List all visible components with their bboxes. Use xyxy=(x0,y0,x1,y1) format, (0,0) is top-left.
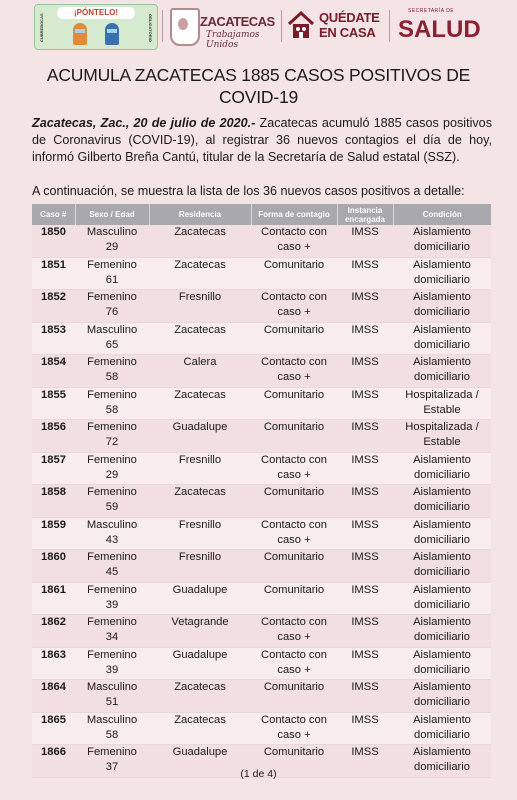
cell-residencia: Zacatecas xyxy=(149,485,251,518)
cell-residencia: Zacatecas xyxy=(149,387,251,420)
cell-edad: 39 xyxy=(105,663,119,676)
cell-residencia: Fresnillo xyxy=(149,517,251,550)
cell-residencia: Zacatecas xyxy=(149,257,251,290)
cell-contagio: Contacto con caso + xyxy=(251,517,337,550)
cell-contagio: Comunitario xyxy=(251,550,337,583)
dateline: Zacatecas, Zac., 20 de julio de 2020.- xyxy=(32,116,256,130)
cell-caso: 1859 xyxy=(32,517,75,550)
cell-condicion: Aislamiento domiciliario xyxy=(393,550,491,583)
cell-edad: 72 xyxy=(105,436,119,448)
cell-sexo: Masculino xyxy=(86,681,138,693)
cell-caso: 1863 xyxy=(32,647,75,680)
cell-sexo-edad xyxy=(75,647,149,680)
page-indicator: (1 de 4) xyxy=(240,768,277,780)
cell-condicion: Hospitalizada / Estable xyxy=(393,387,491,420)
salud-logo-top: SECRETARÍA DE xyxy=(408,8,455,14)
cell-sexo: Masculino xyxy=(86,713,138,726)
quedate-text xyxy=(319,10,380,40)
cell-residencia: Guadalupe xyxy=(149,745,251,778)
cell-residencia: Fresnillo xyxy=(149,290,251,323)
cell-sexo: Femenino xyxy=(87,291,137,303)
cell-edad: 58 xyxy=(105,403,119,416)
cell-caso: 1861 xyxy=(32,582,75,615)
cell-condicion: Aislamiento domiciliario xyxy=(393,355,491,388)
cell-caso: 1852 xyxy=(32,290,75,323)
column-header-caso: Caso # xyxy=(32,204,75,225)
cell-caso: 1864 xyxy=(32,680,75,713)
cell-condicion: Aislamiento domiciliario xyxy=(393,615,491,648)
table-row xyxy=(32,550,491,583)
cell-sexo: Femenino xyxy=(87,648,137,661)
cell-residencia: Guadalupe xyxy=(149,582,251,615)
cell-residencia: Guadalupe xyxy=(149,647,251,680)
cell-condicion: Aislamiento domiciliario xyxy=(393,647,491,680)
pontelo-side-left: CUBREBOCAS xyxy=(39,13,44,43)
cell-edad: 34 xyxy=(105,631,119,643)
cell-condicion: Aislamiento domiciliario xyxy=(393,582,491,615)
cell-caso: 1855 xyxy=(32,387,75,420)
cell-sexo: Femenino xyxy=(87,486,137,498)
cell-sexo-edad xyxy=(75,680,149,713)
cell-contagio: Comunitario xyxy=(251,257,337,290)
cell-contagio: Contacto con caso + xyxy=(251,647,337,680)
cell-caso: 1858 xyxy=(32,485,75,518)
cell-edad: 39 xyxy=(105,598,119,611)
pontelo-side-right: OBLIGATORIO xyxy=(148,14,153,42)
cell-edad: 65 xyxy=(105,338,119,351)
cell-edad: 43 xyxy=(105,533,119,546)
cell-sexo-edad xyxy=(75,355,149,388)
cell-condicion: Aislamiento domiciliario xyxy=(393,517,491,550)
table-row xyxy=(32,387,491,420)
table-row xyxy=(32,485,491,518)
column-header-residencia: Residencia xyxy=(149,204,251,225)
cell-instancia: IMSS xyxy=(337,225,393,257)
cell-contagio: Comunitario xyxy=(251,582,337,615)
column-header-instancia: Instancia encargada xyxy=(337,204,393,225)
cell-sexo: Femenino xyxy=(87,551,137,563)
table-row xyxy=(32,582,491,615)
column-header-contagio: Forma de contagio xyxy=(251,204,337,225)
cell-edad: 58 xyxy=(105,728,119,741)
cell-instancia: IMSS xyxy=(337,355,393,388)
salud-logo-name: SALUD xyxy=(398,16,481,43)
cell-sexo: Femenino xyxy=(87,453,137,466)
cell-sexo-edad xyxy=(75,712,149,745)
cell-contagio: Contacto con caso + xyxy=(251,355,337,388)
logo-banner xyxy=(0,0,517,52)
header-divider xyxy=(162,10,163,42)
cell-caso: 1865 xyxy=(32,712,75,745)
cell-sexo: Femenino xyxy=(87,356,137,368)
lead-text: Zacatecas acumuló 1885 casos positivos de Coronavirus (COVID-19), al registrar 36 nuevos contagios el día de hoy, informó Gilberto Breña Cantú, titular de la Secretaría de Salud estatal (SSZ). xyxy=(32,116,492,164)
cell-caso: 1854 xyxy=(32,355,75,388)
cell-contagio: Comunitario xyxy=(251,680,337,713)
cell-instancia: IMSS xyxy=(337,257,393,290)
cell-condicion: Hospitalizada / Estable xyxy=(393,420,491,453)
person-with-mask-icon xyxy=(73,23,87,45)
cell-sexo: Femenino xyxy=(87,421,137,433)
cell-contagio: Comunitario xyxy=(251,745,337,778)
cell-edad: 29 xyxy=(105,241,119,253)
cell-condicion: Aislamiento domiciliario xyxy=(393,257,491,290)
cell-edad: 76 xyxy=(105,306,119,318)
cell-sexo-edad xyxy=(75,550,149,583)
table-row xyxy=(32,290,491,323)
cell-sexo: Masculino xyxy=(86,518,138,531)
cell-residencia: Zacatecas xyxy=(149,712,251,745)
table-row xyxy=(32,452,491,485)
cell-sexo-edad xyxy=(75,517,149,550)
cell-condicion: Aislamiento domiciliario xyxy=(393,225,491,257)
cell-condicion: Aislamiento domiciliario xyxy=(393,322,491,355)
state-seal-icon xyxy=(170,8,200,46)
cell-instancia: IMSS xyxy=(337,485,393,518)
cell-edad: 37 xyxy=(105,761,119,773)
house-icon xyxy=(287,10,315,40)
cell-sexo: Femenino xyxy=(87,616,137,628)
cell-edad: 29 xyxy=(105,468,119,481)
cell-instancia: IMSS xyxy=(337,452,393,485)
cell-sexo-edad xyxy=(75,225,149,257)
cell-instancia: IMSS xyxy=(337,322,393,355)
cell-edad: 59 xyxy=(105,501,119,513)
column-header-sexo-edad: Sexo / Edad xyxy=(75,204,149,225)
secretaria-salud-logo xyxy=(396,8,506,48)
cell-edad: 45 xyxy=(105,566,119,578)
table-intro: A continuación, se muestra la lista de los 36 nuevos casos positivos a detalle: xyxy=(32,184,465,198)
cell-sexo: Masculino xyxy=(86,226,138,238)
cell-sexo-edad xyxy=(75,290,149,323)
cell-contagio: Contacto con caso + xyxy=(251,615,337,648)
cell-sexo: Femenino xyxy=(87,746,137,758)
cell-sexo-edad xyxy=(75,582,149,615)
cell-instancia: IMSS xyxy=(337,550,393,583)
quedate-line-2: EN CASA xyxy=(319,25,376,40)
table-row xyxy=(32,647,491,680)
table-row xyxy=(32,355,491,388)
header-divider xyxy=(281,10,282,42)
cell-instancia: IMSS xyxy=(337,615,393,648)
cell-residencia: Zacatecas xyxy=(149,680,251,713)
table-row xyxy=(32,712,491,745)
table-row xyxy=(32,257,491,290)
cell-condicion: Aislamiento domiciliario xyxy=(393,745,491,778)
cell-caso: 1850 xyxy=(32,225,75,257)
cell-contagio: Contacto con caso + xyxy=(251,225,337,257)
cell-instancia: IMSS xyxy=(337,680,393,713)
cell-residencia: Fresnillo xyxy=(149,550,251,583)
cases-table-body xyxy=(32,225,491,777)
zacatecas-logo-name: ZACATECAS xyxy=(200,14,275,29)
person-with-mask-icon xyxy=(105,23,119,45)
cell-contagio: Comunitario xyxy=(251,387,337,420)
cell-sexo: Masculino xyxy=(86,323,138,336)
cell-sexo: Femenino xyxy=(87,583,137,596)
lead-paragraph xyxy=(32,115,492,166)
header-divider xyxy=(389,10,390,42)
cell-instancia: IMSS xyxy=(337,745,393,778)
cell-sexo-edad xyxy=(75,452,149,485)
zacatecas-logo-motto: Trabajamos Unidos xyxy=(206,30,260,50)
cell-sexo-edad xyxy=(75,615,149,648)
cell-residencia: Zacatecas xyxy=(149,225,251,257)
table-header-row xyxy=(32,204,491,225)
table-row xyxy=(32,225,491,257)
cell-caso: 1857 xyxy=(32,452,75,485)
cell-sexo-edad xyxy=(75,420,149,453)
cell-caso: 1862 xyxy=(32,615,75,648)
cell-contagio: Contacto con caso + xyxy=(251,452,337,485)
cell-contagio: Comunitario xyxy=(251,485,337,518)
cell-contagio: Comunitario xyxy=(251,420,337,453)
zacatecas-government-logo xyxy=(170,6,276,50)
cell-edad: 58 xyxy=(105,371,119,383)
cell-sexo: Femenino xyxy=(87,258,137,271)
table-row xyxy=(32,615,491,648)
quedate-en-casa-logo xyxy=(287,8,383,44)
cell-residencia: Guadalupe xyxy=(149,420,251,453)
cell-instancia: IMSS xyxy=(337,387,393,420)
cell-residencia: Vetagrande xyxy=(149,615,251,648)
cell-instancia: IMSS xyxy=(337,420,393,453)
cell-caso: 1851 xyxy=(32,257,75,290)
cell-instancia: IMSS xyxy=(337,647,393,680)
table-row xyxy=(32,322,491,355)
cell-instancia: IMSS xyxy=(337,712,393,745)
cell-edad: 61 xyxy=(105,273,119,286)
cell-contagio: Comunitario xyxy=(251,322,337,355)
cell-instancia: IMSS xyxy=(337,290,393,323)
cell-caso: 1866 xyxy=(32,745,75,778)
cell-instancia: IMSS xyxy=(337,517,393,550)
cases-table xyxy=(32,204,491,778)
cell-condicion: Aislamiento domiciliario xyxy=(393,452,491,485)
cell-residencia: Calera xyxy=(149,355,251,388)
table-row xyxy=(32,517,491,550)
cell-caso: 1856 xyxy=(32,420,75,453)
cell-sexo-edad xyxy=(75,485,149,518)
cell-sexo-edad xyxy=(75,322,149,355)
table-row xyxy=(32,680,491,713)
cell-residencia: Fresnillo xyxy=(149,452,251,485)
cell-caso: 1853 xyxy=(32,322,75,355)
table-row xyxy=(32,420,491,453)
cell-instancia: IMSS xyxy=(337,582,393,615)
cell-sexo-edad xyxy=(75,387,149,420)
cell-condicion: Aislamiento domiciliario xyxy=(393,680,491,713)
pontelo-cubrebocas-logo xyxy=(34,4,158,50)
cell-condicion: Aislamiento domiciliario xyxy=(393,290,491,323)
cell-condicion: Aislamiento domiciliario xyxy=(393,485,491,518)
column-header-condicion: Condición xyxy=(393,204,491,225)
cell-residencia: Zacatecas xyxy=(149,322,251,355)
cell-edad: 51 xyxy=(105,696,119,708)
cell-contagio: Contacto con caso + xyxy=(251,712,337,745)
cell-condicion: Aislamiento domiciliario xyxy=(393,712,491,745)
quedate-line-1: QUÉDATE xyxy=(319,10,380,25)
page-title: ACUMULA ZACATECAS 1885 CASOS POSITIVOS DE COVID-19 xyxy=(46,65,471,107)
cell-contagio: Contacto con caso + xyxy=(251,290,337,323)
pontelo-label: ¡PÓNTELO! xyxy=(57,7,135,19)
cell-caso: 1860 xyxy=(32,550,75,583)
cell-sexo: Femenino xyxy=(87,388,137,401)
cell-sexo-edad xyxy=(75,257,149,290)
